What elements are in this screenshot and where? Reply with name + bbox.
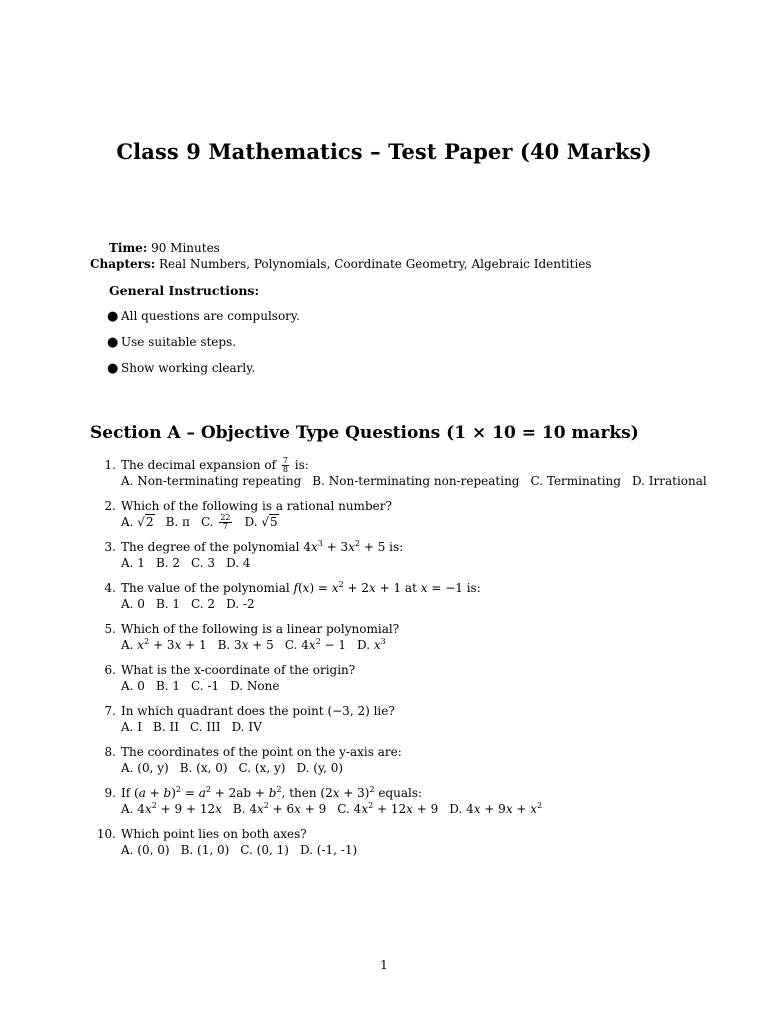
answer-option: A. 0 [121, 597, 145, 611]
time-label: Time: [109, 241, 148, 255]
answer-options [121, 514, 290, 531]
question-text: Which point lies on both axes? [121, 827, 307, 841]
answer-options [121, 842, 368, 858]
bullet-icon: ● [107, 309, 119, 324]
answer-option: D. Irrational [631, 474, 707, 488]
question-text: The degree of the polynomial $4x^3 + 3x^2 + 5$ is: [121, 539, 404, 554]
answer-option: D. -2 [226, 597, 255, 611]
question-text: What is the x-coordinate of the origin? [121, 663, 356, 677]
question-number: 2. [104, 499, 116, 513]
question-number: 8. [104, 745, 116, 759]
instructions-heading: General Instructions: [109, 283, 260, 298]
question-item [96, 457, 716, 498]
answer-option: D. (-1, -1) [299, 843, 358, 857]
answer-options [121, 555, 262, 571]
answer-option: A. 0 [121, 679, 145, 693]
answer-option: C. (0, 1) [240, 843, 289, 857]
answer-options [121, 678, 291, 694]
question-number: 4. [104, 581, 116, 595]
instruction-item: ● All questions are compulsory. [107, 309, 300, 324]
instructions-list [107, 308, 300, 386]
instruction-item: ● Use suitable steps. [107, 335, 237, 350]
question-item [96, 662, 716, 703]
answer-option: A. $4x^2 + 9 + 12x$ [121, 801, 222, 816]
question-text: In which quadrant does the point (−3, 2) lie? [121, 704, 395, 718]
answer-options [121, 719, 273, 735]
chapters-line [90, 256, 592, 272]
time-line [109, 240, 220, 256]
question-item [96, 498, 716, 539]
answer-option: C. -1 [191, 679, 220, 693]
answer-option: C. $4x^2 + 12x + 9$ [337, 801, 439, 816]
answer-option: B. (1, 0) [180, 843, 230, 857]
question-number: 6. [104, 663, 116, 677]
answer-option: A. $x^2 + 3x + 1$ [121, 637, 207, 652]
question-number: 3. [104, 540, 116, 554]
answer-option: C. Terminating [530, 474, 621, 488]
question-number: 5. [104, 622, 116, 636]
answer-options [121, 760, 354, 776]
answer-option: C. 2 [191, 597, 216, 611]
answer-option: B. 3x + 5 [217, 638, 274, 652]
answer-option: D. √5 [244, 515, 278, 529]
question-item [96, 621, 716, 662]
answer-option: D. (y, 0) [296, 761, 344, 775]
question-number: 7. [104, 704, 116, 718]
question-list [96, 457, 716, 867]
answer-option: A. I [121, 720, 143, 734]
page-title: Class 9 Mathematics – Test Paper (40 Marks) [116, 139, 652, 164]
question-item [96, 744, 716, 785]
answer-option: B. 1 [155, 679, 181, 693]
answer-option: D. $x^3$ [357, 637, 386, 652]
question-item [96, 785, 716, 826]
answer-option: B. $4x^2 + 6x + 9$ [232, 801, 327, 816]
answer-option: A. Non-terminating repeating [121, 474, 302, 488]
answer-option: A. √2 [121, 515, 154, 529]
answer-option: B. 2 [155, 556, 181, 570]
question-text: The decimal expansion of $\frac{7}{8}$ is: [121, 456, 309, 474]
answer-option: C. $4x^2 - 1$ [284, 637, 347, 652]
answer-option: D. IV [231, 720, 262, 734]
bullet-icon: ● [107, 335, 119, 350]
question-item [96, 580, 716, 621]
answer-option: A. (0, 0) [121, 843, 170, 857]
answer-option: D. None [230, 679, 280, 693]
question-number: 9. [104, 786, 116, 800]
bullet-icon: ● [107, 361, 119, 376]
question-text: Which of the following is a linear polynomial? [121, 622, 400, 636]
question-item [96, 826, 716, 867]
question-text: Which of the following is a rational number? [121, 499, 392, 513]
question-text: If $(a + b)^2 = a^2 + 2ab + b^2$, then $(2x + 3)^2$ equals: [121, 785, 423, 800]
chapters-value: Real Numbers, Polynomials, Coordinate Geometry, Algebraic Identities [158, 257, 592, 271]
question-item [96, 539, 716, 580]
answer-options [121, 473, 718, 489]
answer-option: C. (x, y) [238, 761, 286, 775]
answer-options [121, 637, 397, 653]
chapters-label: Chapters: [90, 257, 156, 271]
instruction-item: ● Show working clearly. [107, 361, 256, 376]
page-number: 1 [380, 958, 388, 972]
question-text: The coordinates of the point on the y-axis are: [121, 745, 402, 759]
section-a-heading: Section A – Objective Type Questions (1 × 10 = 10 marks) [90, 423, 639, 443]
answer-option: A. 1 [121, 556, 145, 570]
answer-options [121, 801, 553, 817]
answer-option: D. $4x + 9x + x^2$ [449, 801, 543, 816]
answer-option: C. $\frac{22}{7}$ [200, 513, 231, 531]
question-number: 1. [104, 458, 116, 472]
question-number: 10. [96, 827, 116, 841]
answer-option: B. 1 [155, 597, 181, 611]
time-value: 90 Minutes [151, 241, 220, 255]
answer-option: B. π [165, 515, 190, 529]
answer-option: A. (0, y) [121, 761, 169, 775]
answer-option: D. 4 [226, 556, 251, 570]
answer-option: B. Non-terminating non-repeating [312, 474, 520, 488]
answer-option: C. III [189, 720, 221, 734]
answer-option: B. II [153, 720, 179, 734]
answer-option: C. 3 [191, 556, 216, 570]
question-text: The value of the polynomial $f(x) = x^2 + 2x + 1$ at x = −1 is: [121, 580, 481, 595]
question-item [96, 703, 716, 744]
answer-option: B. (x, 0) [179, 761, 228, 775]
answer-options [121, 596, 266, 612]
